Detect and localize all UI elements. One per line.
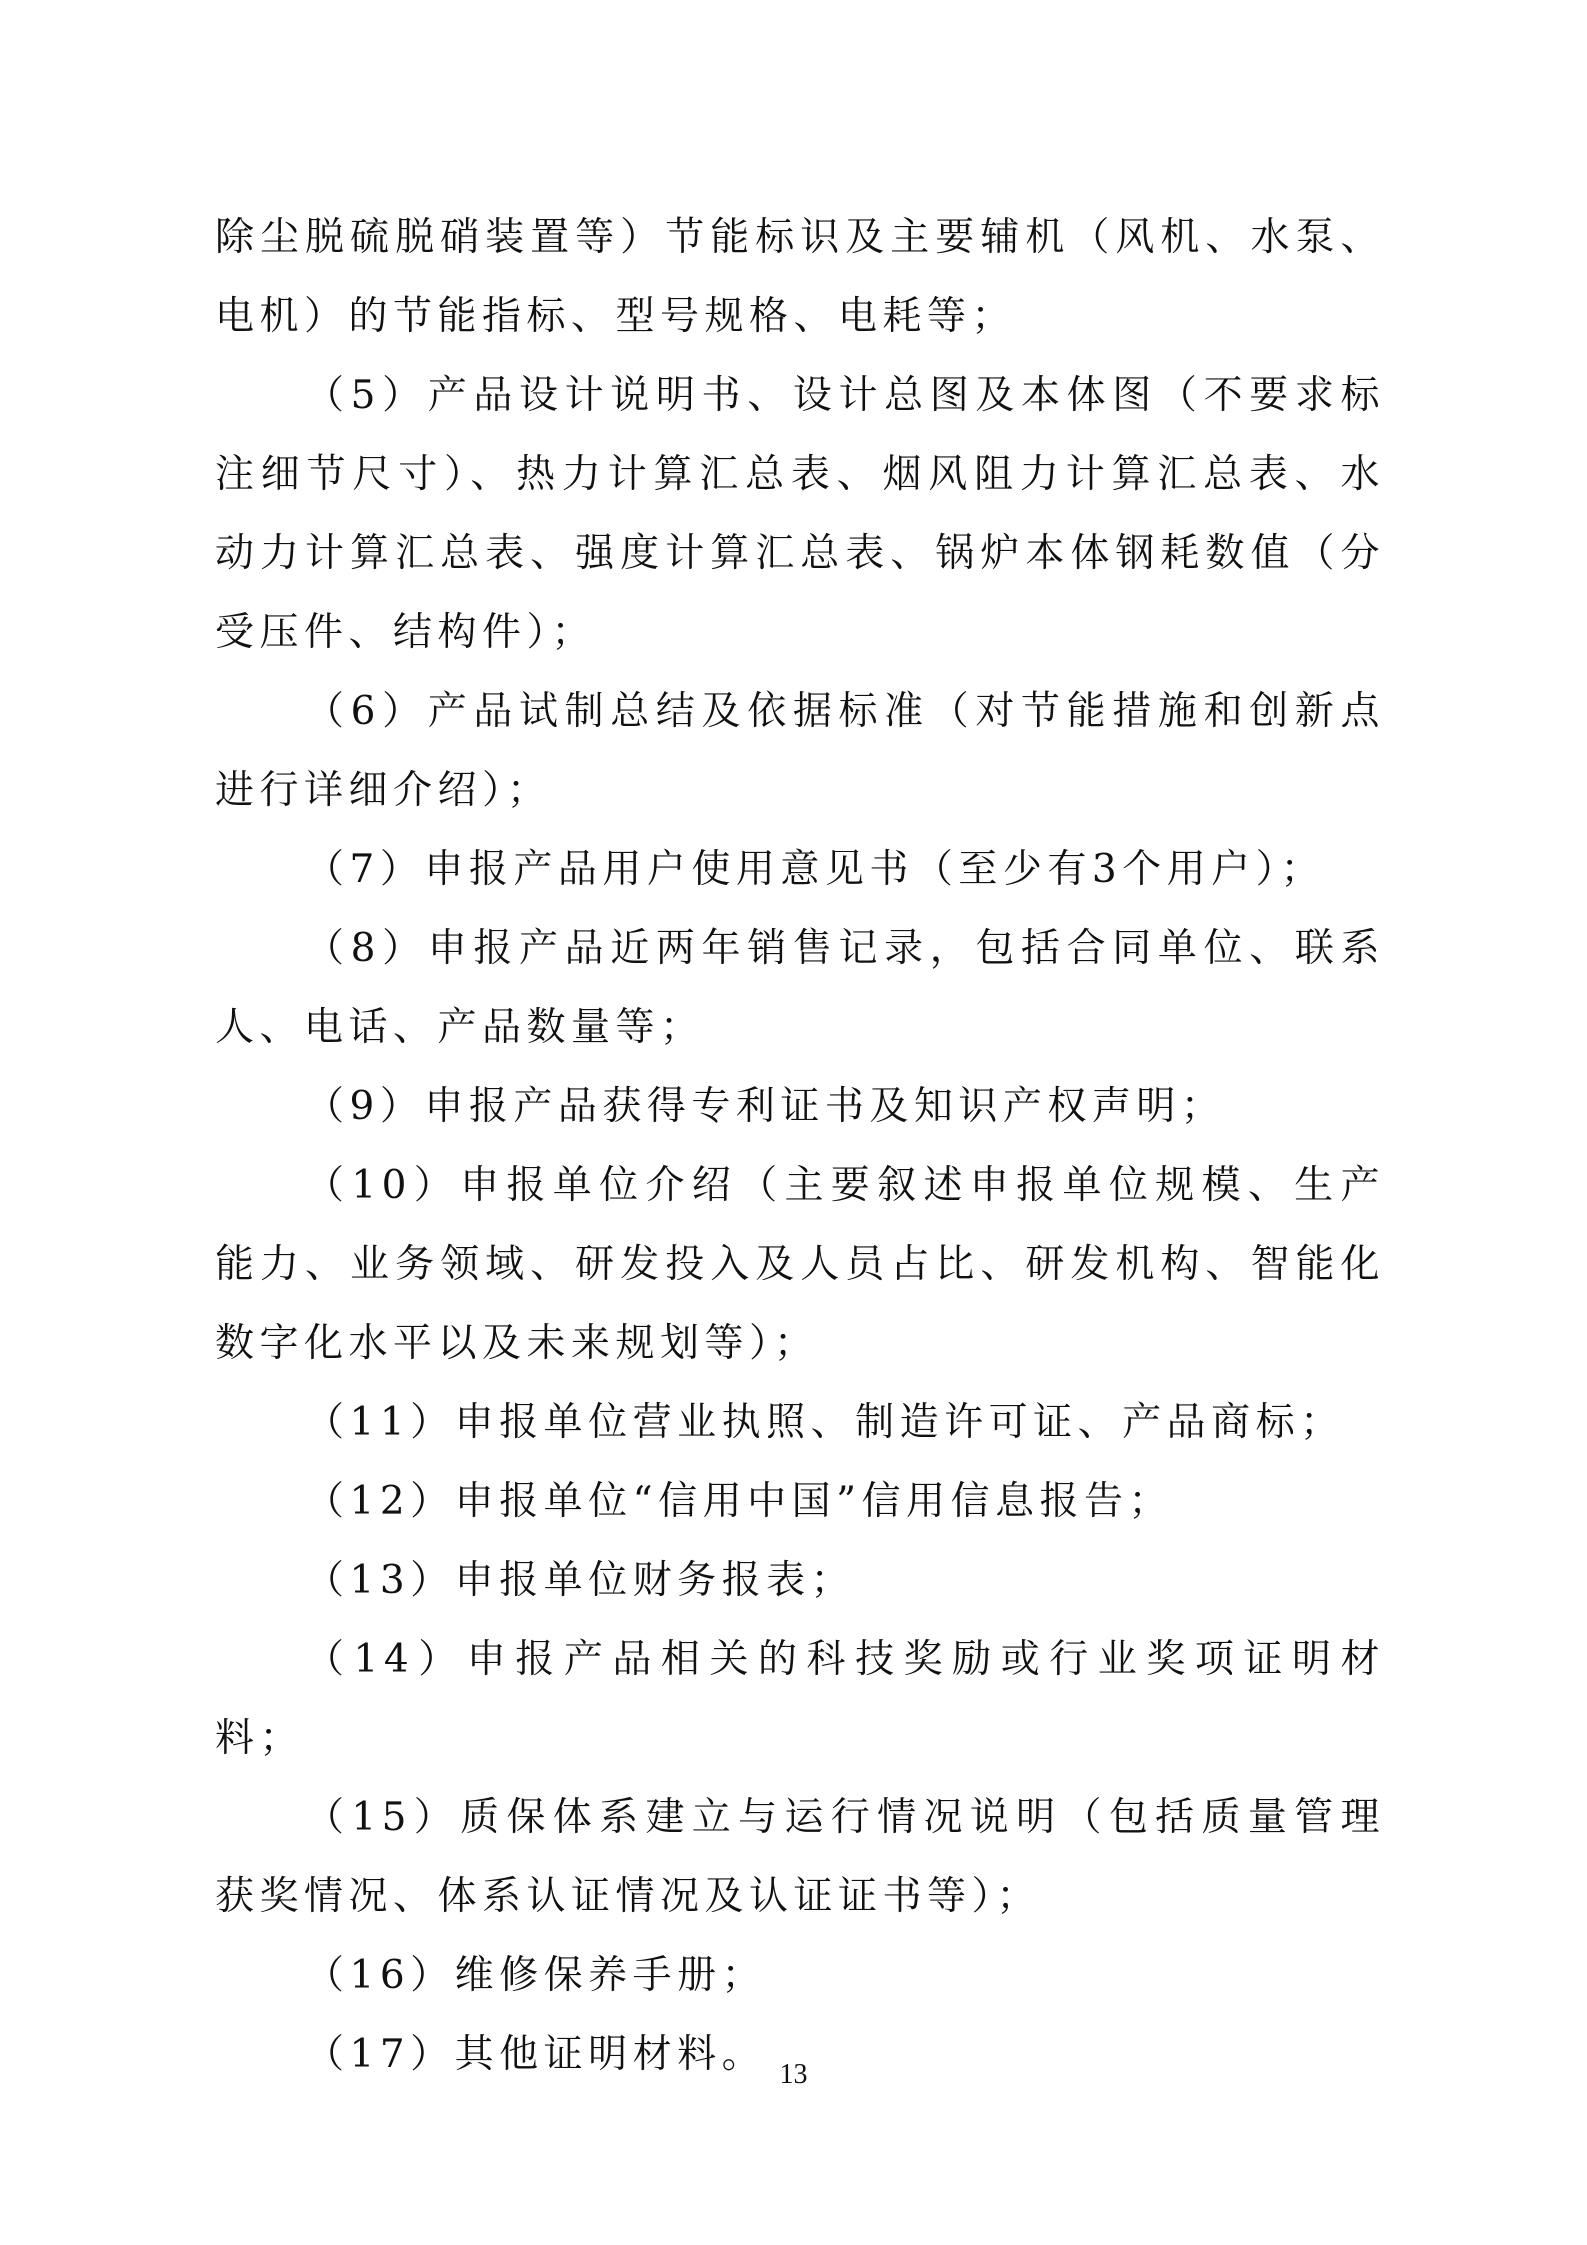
list-item-6: （6）产品试制总结及依据标准（对节能措施和创新点进行详细介绍）； (215, 689, 1385, 813)
list-item-7: （7）申报产品用户使用意见书（至少有3个用户）； (305, 847, 1326, 892)
list-item-12: （12）申报单位“信用中国”信用信息报告； (305, 1479, 1174, 1524)
list-item-17: （17）其他证明材料。 (305, 2032, 767, 2077)
list-item-16: （16）维修保养手册； (305, 1953, 767, 1998)
paragraph-continuation: 除尘脱硫脱硝装置等）节能标识及主要辅机（风机、水泵、电机）的节能指标、型号规格、电耗等； (215, 215, 1385, 339)
list-item-11: （11）申报单位营业执照、制造许可证、产品商标； (305, 1400, 1345, 1445)
list-item-15: （15）质保体系建立与运行情况说明（包括质量管理获奖情况、体系认证情况及认证证书等）； (215, 1795, 1385, 1919)
list-item-10: （10）申报单位介绍（主要叙述申报单位规模、生产能力、业务领域、研发投入及人员占比、研发机构、智能化数字化水平以及未来规划等）； (215, 1163, 1385, 1366)
list-item-9: （9）申报产品获得专利证书及知识产权声明； (305, 1084, 1226, 1129)
list-item-8: （8）申报产品近两年销售记录，包括合同单位、联系人、电话、产品数量等； (215, 926, 1385, 1050)
list-item-5: （5）产品设计说明书、设计总图及本体图（不要求标注细节尺寸）、热力计算汇总表、烟风阻力计算汇总表、水动力计算汇总表、强度计算汇总表、锅炉本体钢耗数值（分受压件、结构件）； (215, 373, 1385, 655)
body-text (215, 198, 1385, 2094)
list-item-14: （14）申报产品相关的科技奖励或行业奖项证明材料； (215, 1637, 1385, 1761)
list-item-13: （13）申报单位财务报表； (305, 1558, 856, 1603)
page-number: 13 (779, 2059, 808, 2090)
